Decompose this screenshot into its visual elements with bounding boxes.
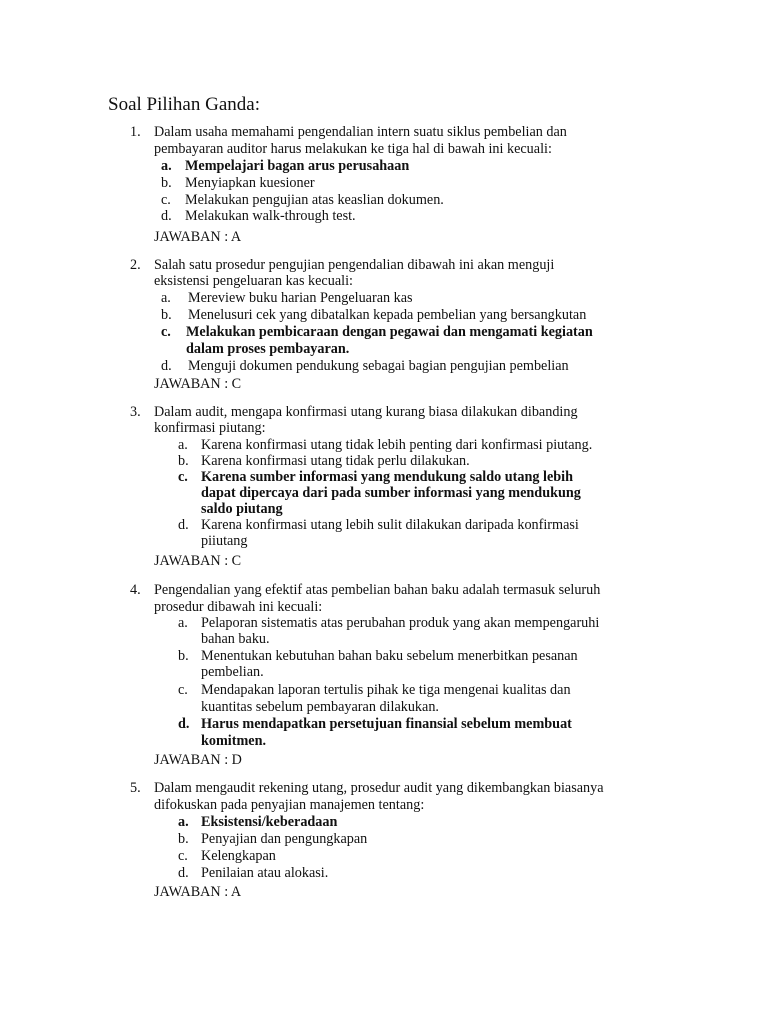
option-label: a. [161, 158, 172, 174]
question-text-line: pembayaran auditor harus melakukan ke tiga hal di bawah ini kecuali: [154, 141, 552, 157]
answer-key: JAWABAN : C [154, 376, 242, 392]
option-text: Mendapakan laporan tertulis pihak ke tiga mengenai kualitas dan [201, 682, 571, 698]
option-text-correct: Melakukan pembicaraan dengan pegawai dan mengamati kegiatan [186, 324, 593, 340]
question-number: 4. [130, 582, 141, 598]
option-label: d. [178, 865, 189, 881]
option-label: a. [178, 437, 188, 453]
option-label: a. [178, 615, 188, 631]
option-label: b. [178, 831, 189, 847]
option-text: Pelaporan sistematis atas perubahan produk yang akan mempengaruhi [201, 615, 600, 631]
option-text-correct: Mempelajari bagan arus perusahaan [185, 158, 410, 174]
option-text-correct: Harus mendapatkan persetujuan finansial sebelum membuat [201, 716, 572, 732]
question-text-line: difokuskan pada penyajian manajemen tentang: [154, 797, 425, 813]
question-text-line: prosedur dibawah ini kecuali: [154, 599, 323, 615]
option-text-correct: saldo piutang [201, 501, 283, 517]
option-text-correct: komitmen. [201, 733, 267, 749]
option-label: a. [161, 290, 171, 306]
option-label: c. [161, 192, 171, 208]
option-label: b. [178, 648, 189, 664]
option-label: d. [178, 517, 189, 533]
answer-key: JAWABAN : D [154, 752, 242, 768]
option-text: Penilaian atau alokasi. [201, 865, 329, 881]
question-number: 2. [130, 257, 141, 273]
option-text: Karena konfirmasi utang tidak perlu dilakukan. [201, 453, 470, 469]
option-text: Kelengkapan [201, 848, 276, 864]
question-text-line: eksistensi pengeluaran kas kecuali: [154, 273, 353, 289]
option-text: piiutang [201, 533, 248, 549]
option-label: c. [178, 682, 188, 698]
answer-key: JAWABAN : A [154, 229, 242, 245]
option-text: Penyajian dan pengungkapan [201, 831, 368, 847]
option-label: b. [161, 307, 172, 323]
page-title: Soal Pilihan Ganda: [108, 94, 260, 115]
option-text: kuantitas sebelum pembayaran dilakukan. [201, 699, 439, 715]
option-label: d. [161, 208, 172, 224]
option-text-correct: dalam proses pembayaran. [186, 341, 350, 357]
option-text-correct: Karena sumber informasi yang mendukung saldo utang lebih [201, 469, 573, 485]
option-text: pembelian. [201, 664, 264, 680]
option-text: Melakukan pengujian atas keaslian dokumen. [185, 192, 444, 208]
option-label: b. [161, 175, 172, 191]
question-number: 1. [130, 124, 141, 140]
option-label: a. [178, 814, 189, 830]
question-text-line: Salah satu prosedur pengujian pengendalian dibawah ini akan menguji [154, 257, 555, 273]
answer-key: JAWABAN : C [154, 553, 242, 569]
question-text-line: Dalam audit, mengapa konfirmasi utang kurang biasa dilakukan dibanding [154, 404, 578, 420]
question-text-line: konfirmasi piutang: [154, 420, 266, 436]
option-label: c. [161, 324, 171, 340]
option-label: c. [178, 469, 188, 485]
option-text-correct: Eksistensi/keberadaan [201, 814, 338, 830]
option-text: bahan baku. [201, 631, 270, 647]
question-number: 5. [130, 780, 141, 796]
question-text-line: Dalam mengaudit rekening utang, prosedur audit yang dikembangkan biasanya [154, 780, 604, 796]
option-text: Menentukan kebutuhan bahan baku sebelum menerbitkan pesanan [201, 648, 578, 664]
option-text: Menyiapkan kuesioner [185, 175, 315, 191]
option-text: Menguji dokumen pendukung sebagai bagian pengujian pembelian [188, 358, 569, 374]
option-text: Karena konfirmasi utang tidak lebih penting dari konfirmasi piutang. [201, 437, 593, 453]
option-text: Karena konfirmasi utang lebih sulit dilakukan daripada konfirmasi [201, 517, 579, 533]
option-text-correct: dapat dipercaya dari pada sumber informasi yang mendukung [201, 485, 581, 501]
question-number: 3. [130, 404, 141, 420]
question-text-line: Pengendalian yang efektif atas pembelian bahan baku adalah termasuk seluruh [154, 582, 601, 598]
option-label: d. [178, 716, 190, 732]
answer-key: JAWABAN : A [154, 884, 242, 900]
option-label: c. [178, 848, 188, 864]
option-label: b. [178, 453, 189, 469]
option-text: Melakukan walk-through test. [185, 208, 356, 224]
question-text-line: Dalam usaha memahami pengendalian intern suatu siklus pembelian dan [154, 124, 567, 140]
option-text: Mereview buku harian Pengeluaran kas [188, 290, 413, 306]
option-text: Menelusuri cek yang dibatalkan kepada pembelian yang bersangkutan [188, 307, 587, 323]
option-label: d. [161, 358, 172, 374]
